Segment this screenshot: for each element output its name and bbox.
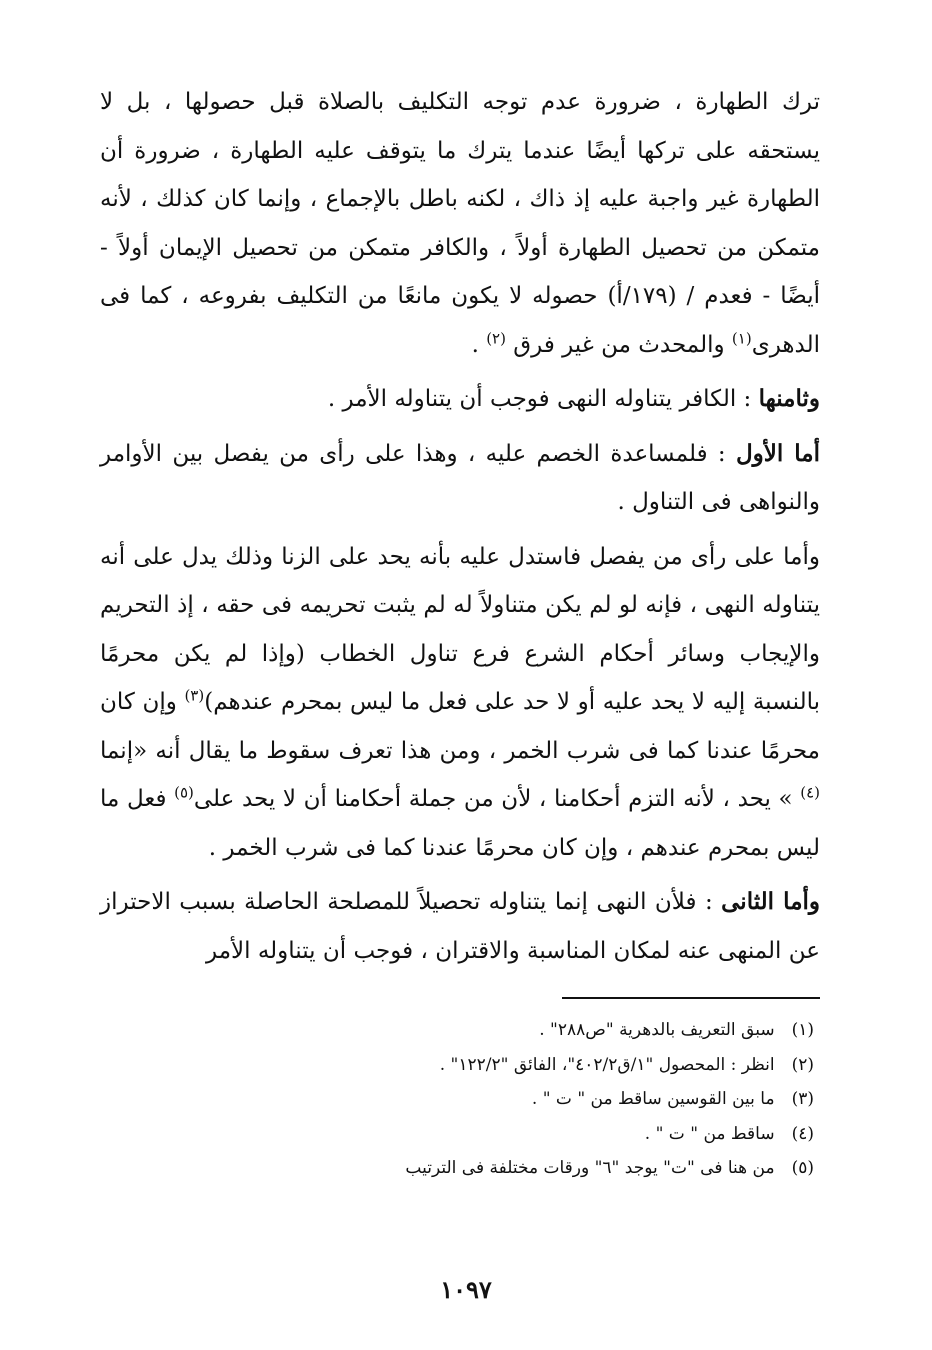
footnote-text: سبق التعريف بالدهرية "ص٢٨٨" .: [539, 1020, 775, 1040]
paragraph-5: [100, 878, 820, 975]
footnote-number: (٣): [791, 1089, 814, 1109]
page-number: ١٠٩٧: [440, 1275, 492, 1304]
paragraph-4-text: وأما على رأى من يفصل فاستدل عليه بأنه يحد على الزنا وذلك يدل على أنه يتناوله النهى ، فإنه لو لم يكن متناولاً له لم يثبت تحريمه فى حقه ، إذ التحريم والإيجاب وسائر أحكام الشرع فرع تناول الخطاب (وإذا لم يكن محرمًا بالنسبة إليه لا يحد عليه أو لا حد على فعل ما ليس بمحرم عندهم): [100, 543, 820, 715]
paragraph-5-text: : فلأن النهى إنما يتناوله تحصيلاً للمصلحة الحاصلة بسبب الاحتراز عن المنهى عنه لمكان المناسبة والاقتران ، فوجب أن يتناوله الأمر: [100, 889, 820, 964]
paragraph-4-text-2: وإن كان محرمًا عندنا كما فى شرب الخمر ، ومن هذا تعرف سقوط ما يقال أنه «إنما: [100, 689, 820, 764]
paragraph-4: [100, 533, 820, 873]
footnote-number: (١): [791, 1020, 814, 1040]
paragraph-2: [100, 375, 820, 424]
paragraph-1-text: ترك الطهارة ، ضرورة عدم توجه التكليف بالصلاة قبل حصولها ، بل لا يستحقه على تركها أيضًا عندما يترك ما يتوقف عليه الطهارة ، ضرورة أن الطهارة غير واجبة عليه إذ ذاك ، لكنه باطل بالإجماع ، وإنما كان كذلك ، لأنه متمكن من تحصيل الطهارة أولاً ، والكافر متمكن من تحصيل الإيمان أولاً - أيضًا - فعدم / (١٧٩/أ) حصوله لا يكون مانعًا من التكليف بفروعه ، كما فى الدهرى: [100, 89, 820, 358]
footnote-number: (٤): [791, 1123, 814, 1144]
footnotes-list: [100, 1013, 820, 1186]
footnote-text: ساقط من " ت " .: [644, 1123, 775, 1144]
paragraph-3-lead: أما الأول: [735, 439, 820, 467]
paragraph-1-text-3: .: [471, 331, 487, 358]
paragraph-3-text: : فلمساعدة الخصم عليه ، وهذا على رأى من يفصل بين الأوامر والنواهى فى التناول .: [100, 440, 820, 515]
footnote-ref-2[interactable]: (٢): [486, 328, 506, 347]
paragraph-5-lead: وأما الثانى: [721, 888, 821, 915]
footnote-5: [100, 1151, 820, 1186]
footnote-4: [100, 1117, 820, 1152]
paragraph-1-text-2: والمحدث من غير فرق: [505, 331, 732, 358]
footnote-text: ما بين القوسين ساقط من " ت " .: [531, 1089, 775, 1109]
footnote-2: [100, 1048, 820, 1083]
paragraph-2-text: : الكافر يتناوله النهى فوجب أن يتناوله الأمر .: [327, 386, 759, 412]
footnote-ref-3[interactable]: (٣): [184, 686, 205, 705]
footnote-text: من هنا فى "ت" يوجد "٦" ورقات مختلفة فى الترتيب: [405, 1158, 775, 1178]
footnote-number: (٢): [791, 1054, 814, 1075]
paragraph-4-text-3: » يحد ، لأنه التزم أحكامنا ، لأن من جملة أحكامنا أن لا يحد على: [193, 786, 801, 812]
footnote-ref-4[interactable]: (٤): [800, 783, 820, 802]
paragraph-3: [100, 430, 820, 527]
footnote-ref-5[interactable]: (٥): [174, 783, 194, 802]
paragraph-4-text-4: فعل ما ليس بمحرم عندهم ، وإن كان محرمًا عندنا كما فى شرب الخمر .: [100, 786, 820, 861]
paragraph-2-lead: وثامنها: [758, 385, 820, 412]
footnote-divider: [562, 997, 820, 999]
body-text: [100, 78, 820, 975]
footnote-text: انظر : المحصول "١/ق٤٠٢/٢"، الفائق "١٢٢/٢" .: [439, 1054, 775, 1075]
footnote-1: [100, 1013, 820, 1048]
paragraph-1: [100, 78, 820, 369]
footnote-ref-1[interactable]: (١): [731, 328, 752, 347]
footnote-3: [100, 1082, 820, 1117]
footnote-number: (٥): [791, 1158, 814, 1178]
